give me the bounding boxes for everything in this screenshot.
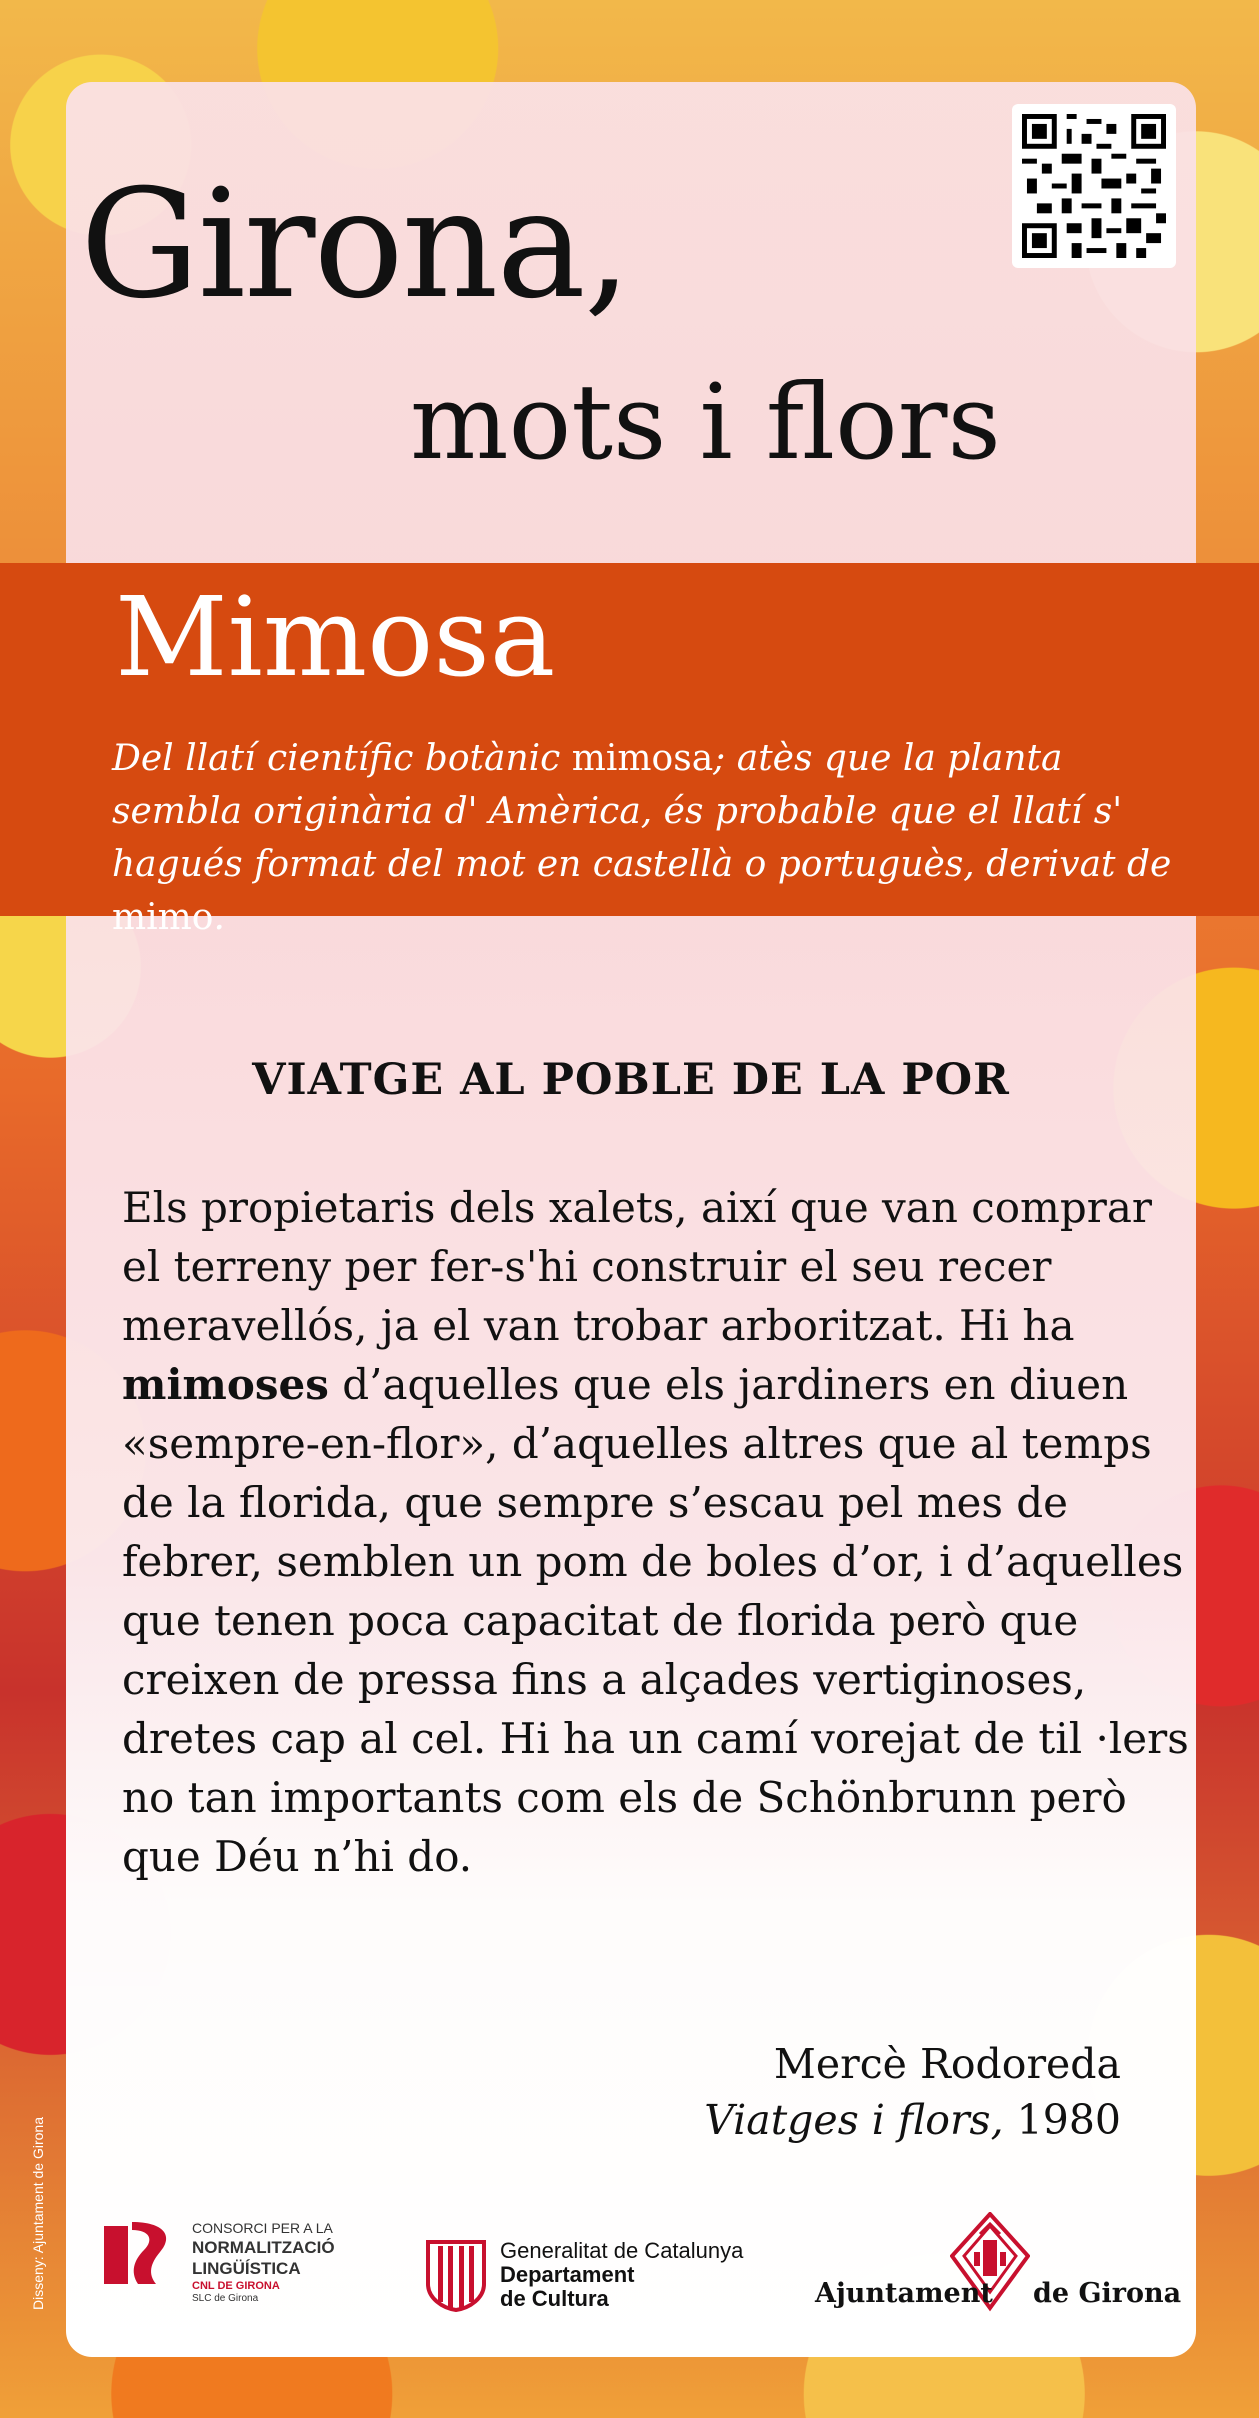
cpnl-line5: SLC de Girona xyxy=(192,2293,259,2304)
cpnl-line4: CNL DE GIRONA xyxy=(192,2280,280,2292)
title-girona: Girona, xyxy=(80,158,630,332)
etymology-part: ; atès que la planta sembla originària d' Amèrica, és probable que el llatí s' hagués format del mot en castellà o portuguès, derivat de xyxy=(112,738,1172,885)
qr-code[interactable] xyxy=(1012,104,1176,268)
de-girona-word: de Girona xyxy=(1033,2278,1182,2309)
etymology-part: . xyxy=(213,897,225,938)
ajuntament-word: Ajuntament xyxy=(815,2278,993,2309)
etymology-source-word: mimo xyxy=(112,897,214,938)
excerpt-heading: VIATGE AL POBLE DE LA POR xyxy=(252,1055,1010,1105)
etymology-part: Del llatí científic botànic xyxy=(112,738,572,779)
generalitat-line3: de Cultura xyxy=(500,2286,609,2311)
term-etymology xyxy=(112,732,1192,944)
book-title: Viatges i flors, xyxy=(704,2096,1004,2144)
design-credit: Disseny: Ajuntament de Girona xyxy=(30,2117,46,2310)
cpnl-logo xyxy=(104,2220,354,2310)
generalitat-senyera-icon xyxy=(424,2238,488,2312)
cpnl-line1: CONSORCI PER A LA xyxy=(192,2220,333,2236)
qr-code-icon xyxy=(1022,114,1166,258)
ajuntament-logo xyxy=(815,2212,1182,2322)
term-word: Mimosa xyxy=(115,573,556,701)
etymology-latin-word: mimosa xyxy=(571,738,714,779)
cpnl-line3: LINGÜÍSTICA xyxy=(192,2259,301,2278)
excerpt-text xyxy=(122,1178,1192,1886)
book-year: 1980 xyxy=(1003,2096,1121,2144)
generalitat-logo xyxy=(424,2238,784,2318)
excerpt-text-end: d’aquelles que els jardiners en diuen «sempre-en-flor», d’aquelles altres que al temps de la florida, que sempre s’escau pel mes de febrer, semblen un pom de boles d’or, i d’aquelles que tenen poca capacitat de florida però que creixen de pressa fins a alçades vertiginoses, dretes cap al cel. Hi ha un camí vorejat de til ·lers no tan importants com els de Schönbrunn però que Déu n’hi do. xyxy=(122,1360,1189,1881)
generalitat-line1: Generalitat de Catalunya xyxy=(500,2238,744,2263)
author-name: Mercè Rodoreda xyxy=(773,2040,1121,2088)
title-mots-i-flors: mots i flors xyxy=(410,361,1001,483)
excerpt-text-start: Els propietaris dels xalets, així que van comprar el terreny per fer-s'hi construir el seu recer meravellós, ja el van trobar arboritzat. Hi ha xyxy=(122,1183,1152,1350)
cpnl-logo-icon xyxy=(104,2222,186,2288)
cpnl-line2: NORMALITZACIÓ xyxy=(192,2238,335,2257)
excerpt-bold-word: mimoses xyxy=(122,1360,329,1409)
generalitat-line2: Departament xyxy=(500,2262,635,2287)
book-reference xyxy=(704,2092,1121,2148)
attribution xyxy=(704,2036,1121,2148)
